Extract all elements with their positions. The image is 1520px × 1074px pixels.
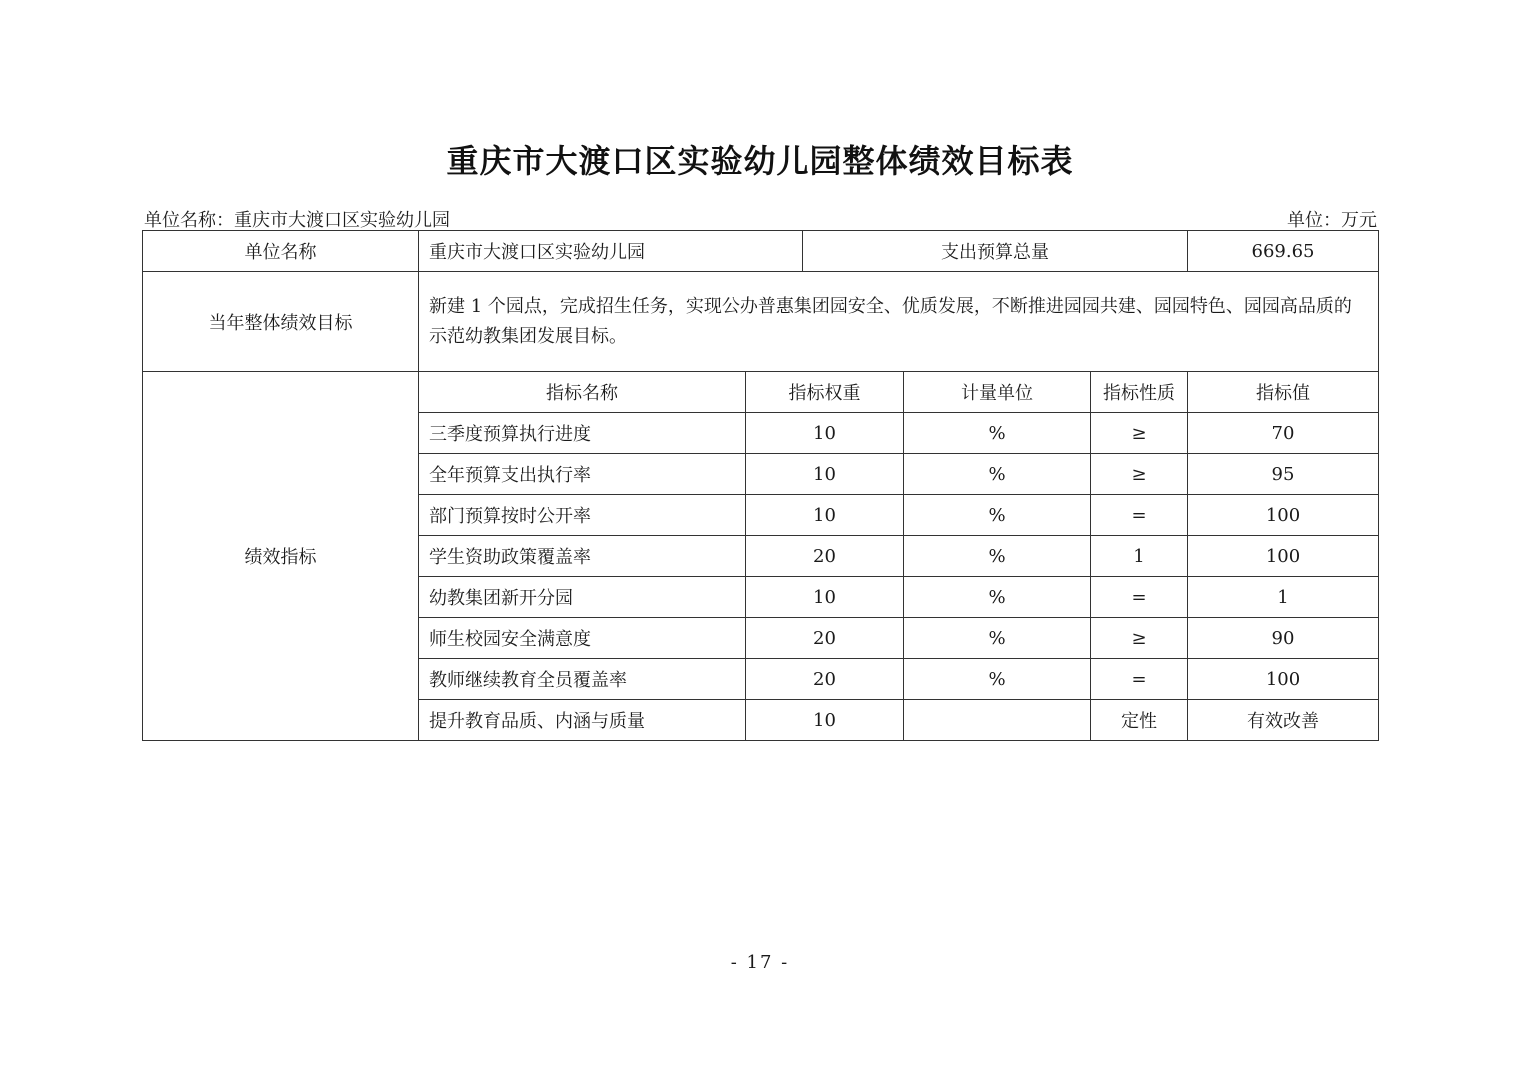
budget-value-cell: 669.65 [1188, 231, 1379, 272]
header-indicator-nature: 指标性质 [1091, 372, 1188, 413]
goal-row [143, 272, 1379, 372]
indicator-name-cell: 全年预算支出执行率 [419, 454, 746, 495]
indicator-nature-cell: = [1091, 659, 1188, 700]
indicator-weight-cell: 10 [746, 413, 904, 454]
indicator-nature-cell: = [1091, 577, 1188, 618]
measure-unit-cell: % [904, 413, 1091, 454]
indicator-nature-cell: ≥ [1091, 454, 1188, 495]
header-indicator-name: 指标名称 [419, 372, 746, 413]
currency-unit-line: 单位：万元 [1287, 210, 1377, 231]
indicator-weight-cell: 10 [746, 454, 904, 495]
budget-label-cell: 支出预算总量 [803, 231, 1188, 272]
indicators-label-cell: 绩效指标 [143, 372, 419, 741]
page-number: - 17 - [730, 952, 790, 973]
indicator-name-cell: 学生资助政策覆盖率 [419, 536, 746, 577]
indicator-header-row [143, 372, 1379, 413]
unit-row [143, 231, 1379, 272]
measure-unit-cell: % [904, 536, 1091, 577]
header-measure-unit: 计量单位 [904, 372, 1091, 413]
indicator-weight-cell: 10 [746, 577, 904, 618]
goal-text-cell: 新建 1 个园点，完成招生任务，实现公办普惠集团园安全、优质发展，不断推进园园共建、园园特色、园园高品质的示范幼教集团发展目标。 [419, 272, 1379, 372]
unit-value-cell: 重庆市大渡口区实验幼儿园 [419, 231, 803, 272]
indicator-value-cell: 70 [1188, 413, 1379, 454]
measure-unit-cell: % [904, 618, 1091, 659]
indicator-weight-cell: 20 [746, 659, 904, 700]
unit-name-line: 单位名称：重庆市大渡口区实验幼儿园 [144, 210, 450, 231]
measure-unit-cell: % [904, 659, 1091, 700]
indicator-value-cell: 100 [1188, 659, 1379, 700]
indicator-name-cell: 三季度预算执行进度 [419, 413, 746, 454]
indicator-nature-cell: ≥ [1091, 618, 1188, 659]
indicator-name-cell: 提升教育品质、内涵与质量 [419, 700, 746, 741]
page-title: 重庆市大渡口区实验幼儿园整体绩效目标表 [446, 142, 1074, 180]
indicator-value-cell: 90 [1188, 618, 1379, 659]
unit-label-cell: 单位名称 [143, 231, 419, 272]
indicator-name-cell: 教师继续教育全员覆盖率 [419, 659, 746, 700]
measure-unit-cell [904, 700, 1091, 741]
indicator-weight-cell: 10 [746, 495, 904, 536]
measure-unit-cell: % [904, 577, 1091, 618]
indicator-name-cell: 部门预算按时公开率 [419, 495, 746, 536]
indicator-value-cell: 100 [1188, 536, 1379, 577]
indicator-nature-cell: 1 [1091, 536, 1188, 577]
measure-unit-cell: % [904, 495, 1091, 536]
indicator-value-cell: 1 [1188, 577, 1379, 618]
indicator-value-cell: 有效改善 [1188, 700, 1379, 741]
indicator-weight-cell: 10 [746, 700, 904, 741]
indicator-name-cell: 师生校园安全满意度 [419, 618, 746, 659]
indicator-nature-cell: = [1091, 495, 1188, 536]
indicator-weight-cell: 20 [746, 536, 904, 577]
indicator-value-cell: 95 [1188, 454, 1379, 495]
indicator-weight-cell: 20 [746, 618, 904, 659]
performance-target-table [142, 230, 1379, 741]
indicator-name-cell: 幼教集团新开分园 [419, 577, 746, 618]
header-indicator-value: 指标值 [1188, 372, 1379, 413]
header-indicator-weight: 指标权重 [746, 372, 904, 413]
indicator-nature-cell: ≥ [1091, 413, 1188, 454]
goal-label-cell: 当年整体绩效目标 [143, 272, 419, 372]
indicator-nature-cell: 定性 [1091, 700, 1188, 741]
indicator-value-cell: 100 [1188, 495, 1379, 536]
measure-unit-cell: % [904, 454, 1091, 495]
